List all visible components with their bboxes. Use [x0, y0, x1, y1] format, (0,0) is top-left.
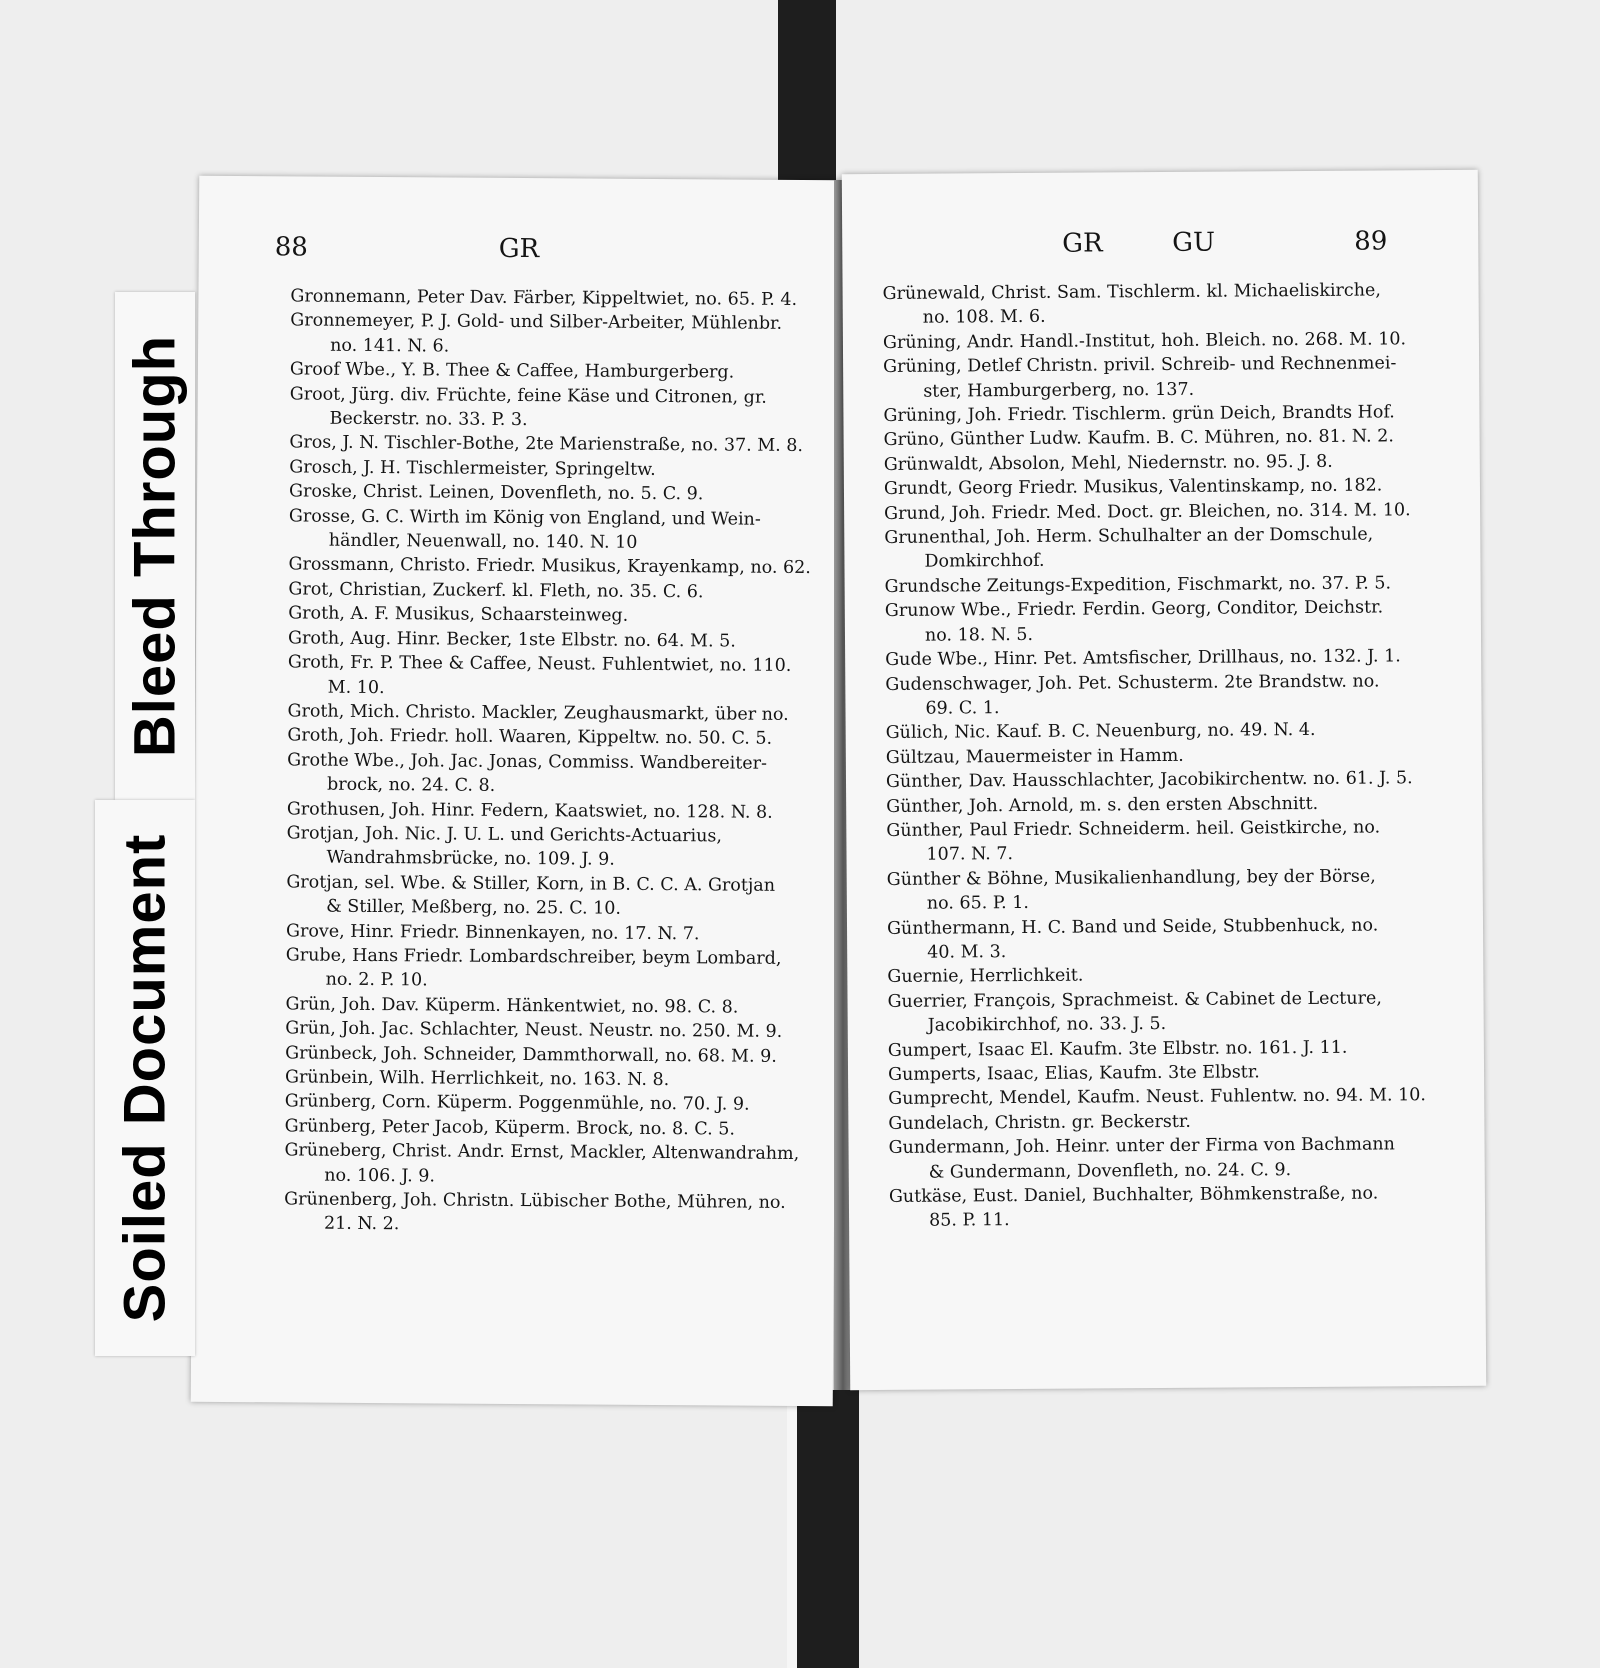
right-entry-list: [843, 278, 1486, 1234]
right-page-header: [842, 226, 1478, 276]
soiled-document-text: Soiled Document: [112, 833, 178, 1323]
directory-entry: [889, 1181, 1461, 1234]
directory-entry: [883, 278, 1455, 331]
directory-entry: [288, 602, 818, 630]
entry-line: Günther, Dav. Hausschlachter, Jacobikirchentw. no. 61. J. 5.: [885, 768, 1413, 793]
entry-line: Grosch, J. H. Tischlermeister, Springeltw.: [289, 457, 656, 480]
entry-line: Grüning, Detlef Christn. privil. Schreib- und Rechnenmei-: [883, 353, 1397, 378]
entry-line: Grünbein, Wilh. Herrlichkeit, no. 163. N. 8.: [284, 1067, 670, 1091]
entry-line: Günther, Paul Friedr. Schneiderm. heil. Geistkirche, no.: [886, 817, 1381, 841]
entry-line: Grosse, G. C. Wirth im König von England, und Wein-: [288, 506, 761, 530]
directory-entry: [290, 309, 820, 362]
directory-entry: [289, 504, 819, 557]
entry-line: Grün, Joh. Dav. Küperm. Hänkentwiet, no. 98. C. 8.: [285, 994, 739, 1018]
entry-line: Grundsche Zeitungs-Expedition, Fischmarkt, no. 37. P. 5.: [884, 573, 1392, 597]
right-page-running-head-left: GR: [1062, 228, 1103, 259]
entry-line: Günther, Joh. Arnold, m. s. den ersten Abschnitt.: [886, 793, 1319, 817]
entry-continuation-line: no. 108. M. 6.: [922, 307, 1046, 329]
directory-entry: [884, 522, 1456, 575]
entry-continuation-line: no. 141. N. 6.: [330, 335, 450, 357]
entry-line: Gundelach, Christn. gr. Beckerstr.: [888, 1111, 1191, 1134]
directory-entry: [885, 644, 1457, 672]
directory-entry: [284, 1139, 814, 1192]
entry-continuation-line: no. 18. N. 5.: [924, 624, 1034, 646]
entry-line: Groth, Aug. Hinr. Becker, 1ste Elbstr. no. 64. M. 5.: [287, 628, 736, 652]
directory-entry: [885, 668, 1457, 721]
book-spine-bottom: [797, 1390, 859, 1668]
entry-continuation-line: brock, no. 24. C. 8.: [326, 774, 496, 796]
entry-line: Groof Wbe., Y. B. Thee & Caffee, Hamburgerberg.: [289, 359, 735, 383]
entry-line: Grünberg, Peter Jacob, Küperm. Brock, no. 8. C. 5.: [284, 1116, 736, 1140]
entry-line: Grüning, Joh. Friedr. Tischlerm. grün Deich, Brandts Hof.: [883, 402, 1395, 426]
entry-line: Guerrier, François, Sprachmeist. & Cabinet de Lecture,: [887, 988, 1382, 1012]
entry-continuation-line: 40. M. 3.: [927, 942, 1007, 963]
entry-line: Grotjan, sel. Wbe. & Stiller, Korn, in B. C. C. A. Grotjan: [286, 872, 776, 896]
entry-line: Grünwaldt, Absolon, Mehl, Niedernstr. no. 95. J. 8.: [883, 451, 1333, 475]
entry-line: Grotjan, Joh. Nic. J. U. L. und Gerichts-Actuarius,: [286, 823, 723, 847]
directory-entry: [285, 1065, 815, 1093]
entry-line: Grot, Christian, Zuckerf. kl. Fleth, no. 35. C. 6.: [288, 579, 704, 603]
directory-entry: [888, 1083, 1460, 1111]
entry-line: Grüning, Andr. Handl.-Institut, hoh. Bleich. no. 268. M. 10.: [882, 329, 1407, 353]
directory-entry: [884, 473, 1456, 501]
entry-line: Grünewald, Christ. Sam. Tischlerm. kl. Michaeliskirche,: [882, 280, 1381, 304]
directory-entry: [887, 864, 1459, 917]
bleed-through-text: Bleed Through: [122, 334, 188, 758]
directory-entry: [288, 553, 818, 581]
entry-continuation-line: no. 106. J. 9.: [324, 1165, 436, 1187]
right-page-number: 89: [1354, 226, 1388, 257]
directory-entry: [290, 382, 820, 435]
entry-line: Groth, A. F. Musikus, Schaarsteinweg.: [288, 603, 629, 627]
directory-entry: [286, 943, 816, 996]
left-page-header: [199, 232, 841, 282]
entry-line: Gros, J. N. Tischler-Bothe, 2te Marienstraße, no. 37. M. 8.: [289, 432, 804, 457]
entry-line: Gronnemeyer, P. J. Gold- und Silber-Arbeiter, Mühlenbr.: [290, 310, 783, 335]
directory-entry: [885, 595, 1457, 648]
directory-entry: [289, 480, 819, 508]
entry-continuation-line: M. 10.: [327, 677, 385, 698]
entry-line: Gudenschwager, Joh. Pet. Schusterm. 2te Brandstw. no.: [885, 670, 1380, 695]
directory-entry: [883, 351, 1455, 404]
entry-continuation-line: Beckerstr. no. 33. P. 3.: [329, 408, 528, 431]
entry-line: Grothusen, Joh. Hinr. Federn, Kaatswiet, no. 128. N. 8.: [286, 798, 773, 823]
entry-continuation-line: 69. C. 1.: [925, 698, 1000, 719]
directory-entry: [289, 455, 819, 483]
directory-entry: [288, 577, 818, 605]
left-page: [191, 176, 842, 1406]
entry-line: Günther & Böhne, Musikalienhandlung, bey der Börse,: [886, 866, 1376, 890]
entry-line: Gumpert, Isaac El. Kaufm. 3te Elbstr. no. 161. J. 11.: [887, 1037, 1348, 1061]
directory-entry: [287, 724, 817, 752]
directory-entry: [284, 1187, 814, 1240]
entry-continuation-line: Wandrahmsbrücke, no. 109. J. 9.: [326, 848, 615, 871]
entry-line: Groot, Jürg. div. Früchte, feine Käse und Citronen, gr.: [289, 384, 767, 408]
entry-line: Gude Wbe., Hinr. Pet. Amtsfischer, Drillhaus, no. 132. J. 1.: [885, 646, 1401, 671]
entry-continuation-line: 85. P. 11.: [929, 1210, 1010, 1232]
directory-entry: [286, 870, 816, 923]
entry-line: Gültzau, Mauermeister in Hamm.: [885, 745, 1184, 768]
directory-entry: [286, 919, 816, 947]
entry-line: Groth, Joh. Friedr. holl. Waaren, Kippeltw. no. 50. C. 5.: [287, 725, 773, 750]
directory-entry: [290, 284, 820, 312]
entry-continuation-line: & Stiller, Meßberg, no. 25. C. 10.: [326, 896, 622, 919]
entry-line: Gülich, Nic. Kauf. B. C. Neuenburg, no. 49. N. 4.: [885, 720, 1316, 744]
entry-continuation-line: & Gundermann, Dovenfleth, no. 24. C. 9.: [928, 1159, 1292, 1183]
entry-line: Gumperts, Isaac, Elias, Kaufm. 3te Elbstr.: [887, 1062, 1260, 1085]
entry-line: Grove, Hinr. Friedr. Binnenkayen, no. 17. N. 7.: [285, 920, 700, 944]
bleed-through-label: [115, 292, 195, 800]
directory-entry: [884, 424, 1456, 452]
directory-entry: [287, 748, 817, 801]
right-page: [842, 170, 1486, 1390]
entry-line: Grün, Joh. Jac. Schlachter, Neust. Neustr. no. 250. M. 9.: [285, 1018, 783, 1043]
entry-line: Grünberg, Corn. Küperm. Poggenmühle, no. 70. J. 9.: [284, 1091, 750, 1116]
directory-entry: [286, 821, 816, 874]
right-page-running-head-right: GU: [1172, 227, 1216, 258]
entry-line: Gundermann, Joh. Heinr. unter der Firma von Bachmann: [888, 1134, 1395, 1159]
directory-entry: [290, 358, 820, 386]
entry-line: Grünenberg, Joh. Christn. Lübischer Bothe, Mühren, no.: [284, 1189, 786, 1213]
directory-entry: [887, 913, 1459, 966]
left-page-running-head: GR: [498, 233, 540, 265]
entry-line: Grube, Hans Friedr. Lombardschreiber, beym Lombard,: [285, 945, 782, 969]
entry-line: Grünbeck, Joh. Schneider, Dammthorwall, no. 68. M. 9.: [285, 1042, 777, 1067]
directory-entry: [289, 431, 819, 459]
directory-entry: [285, 1090, 815, 1118]
directory-entry: [287, 797, 817, 825]
entry-line: Groth, Mich. Christo. Mackler, Zeughausmarkt, über no.: [287, 701, 789, 725]
entry-continuation-line: Domkirchhof.: [924, 551, 1045, 573]
entry-line: Gronnemann, Peter Dav. Färber, Kippeltwiet, no. 65. P. 4.: [290, 286, 798, 310]
entry-line: Grundt, Georg Friedr. Musikus, Valentinskamp, no. 182.: [883, 475, 1383, 500]
directory-entry: [288, 626, 818, 654]
directory-entry: [285, 1017, 815, 1045]
entry-line: Grüno, Günther Ludw. Kaufm. B. C. Mühren, no. 81. N. 2.: [883, 426, 1394, 451]
entry-line: Grund, Joh. Friedr. Med. Doct. gr. Bleichen, no. 314. M. 10.: [884, 499, 1411, 524]
entry-line: Gumprecht, Mendel, Kaufm. Neust. Fuhlentw. no. 94. M. 10.: [888, 1085, 1427, 1110]
entry-continuation-line: 107. N. 7.: [926, 844, 1014, 866]
directory-entry: [887, 986, 1459, 1039]
entry-continuation-line: no. 65. P. 1.: [926, 893, 1030, 914]
entry-line: Grothe Wbe., Joh. Jac. Jonas, Commiss. Wandbereiter-: [287, 750, 768, 774]
directory-entry: [886, 815, 1458, 868]
left-page-number: 88: [274, 232, 308, 263]
entry-line: Grossmann, Christo. Friedr. Musikus, Krayenkamp, no. 62.: [288, 554, 811, 579]
entry-line: Günthermann, H. C. Band und Seide, Stubbenhuck, no.: [886, 915, 1379, 939]
entry-continuation-line: händler, Neuenwall, no. 140. N. 10: [328, 530, 638, 553]
entry-line: Grüneberg, Christ. Andr. Ernst, Mackler, Altenwandrahm,: [284, 1140, 800, 1165]
directory-entry: [285, 992, 815, 1020]
directory-entry: [886, 766, 1458, 794]
entry-line: Gutkäse, Eust. Daniel, Buchhalter, Böhmkenstraße, no.: [888, 1183, 1379, 1207]
left-entry-list: [192, 284, 841, 1240]
entry-line: Groske, Christ. Leinen, Dovenfleth, no. 5. C. 9.: [289, 481, 704, 505]
entry-line: Grunenthal, Joh. Herm. Schulhalter an der Domschule,: [884, 524, 1374, 549]
soiled-document-label: [95, 800, 195, 1356]
entry-line: Grunow Wbe., Friedr. Ferdin. Georg, Conditor, Deichstr.: [884, 597, 1384, 622]
directory-entry: [285, 1041, 815, 1069]
entry-continuation-line: no. 2. P. 10.: [325, 970, 428, 991]
directory-entry: [287, 699, 817, 727]
directory-entry: [288, 650, 818, 703]
directory-entry: [888, 1132, 1460, 1185]
entry-continuation-line: Jacobikirchhof, no. 33. J. 5.: [927, 1014, 1167, 1036]
entry-continuation-line: ster, Hamburgerberg, no. 137.: [923, 379, 1195, 402]
entry-line: Groth, Fr. P. Thee & Caffee, Neust. Fuhlentwiet, no. 110.: [287, 652, 792, 677]
entry-line: Guernie, Herrlichkeit.: [887, 965, 1084, 988]
book-spine-top: [778, 0, 836, 205]
entry-continuation-line: 21. N. 2.: [323, 1214, 400, 1235]
directory-entry: [285, 1114, 815, 1142]
